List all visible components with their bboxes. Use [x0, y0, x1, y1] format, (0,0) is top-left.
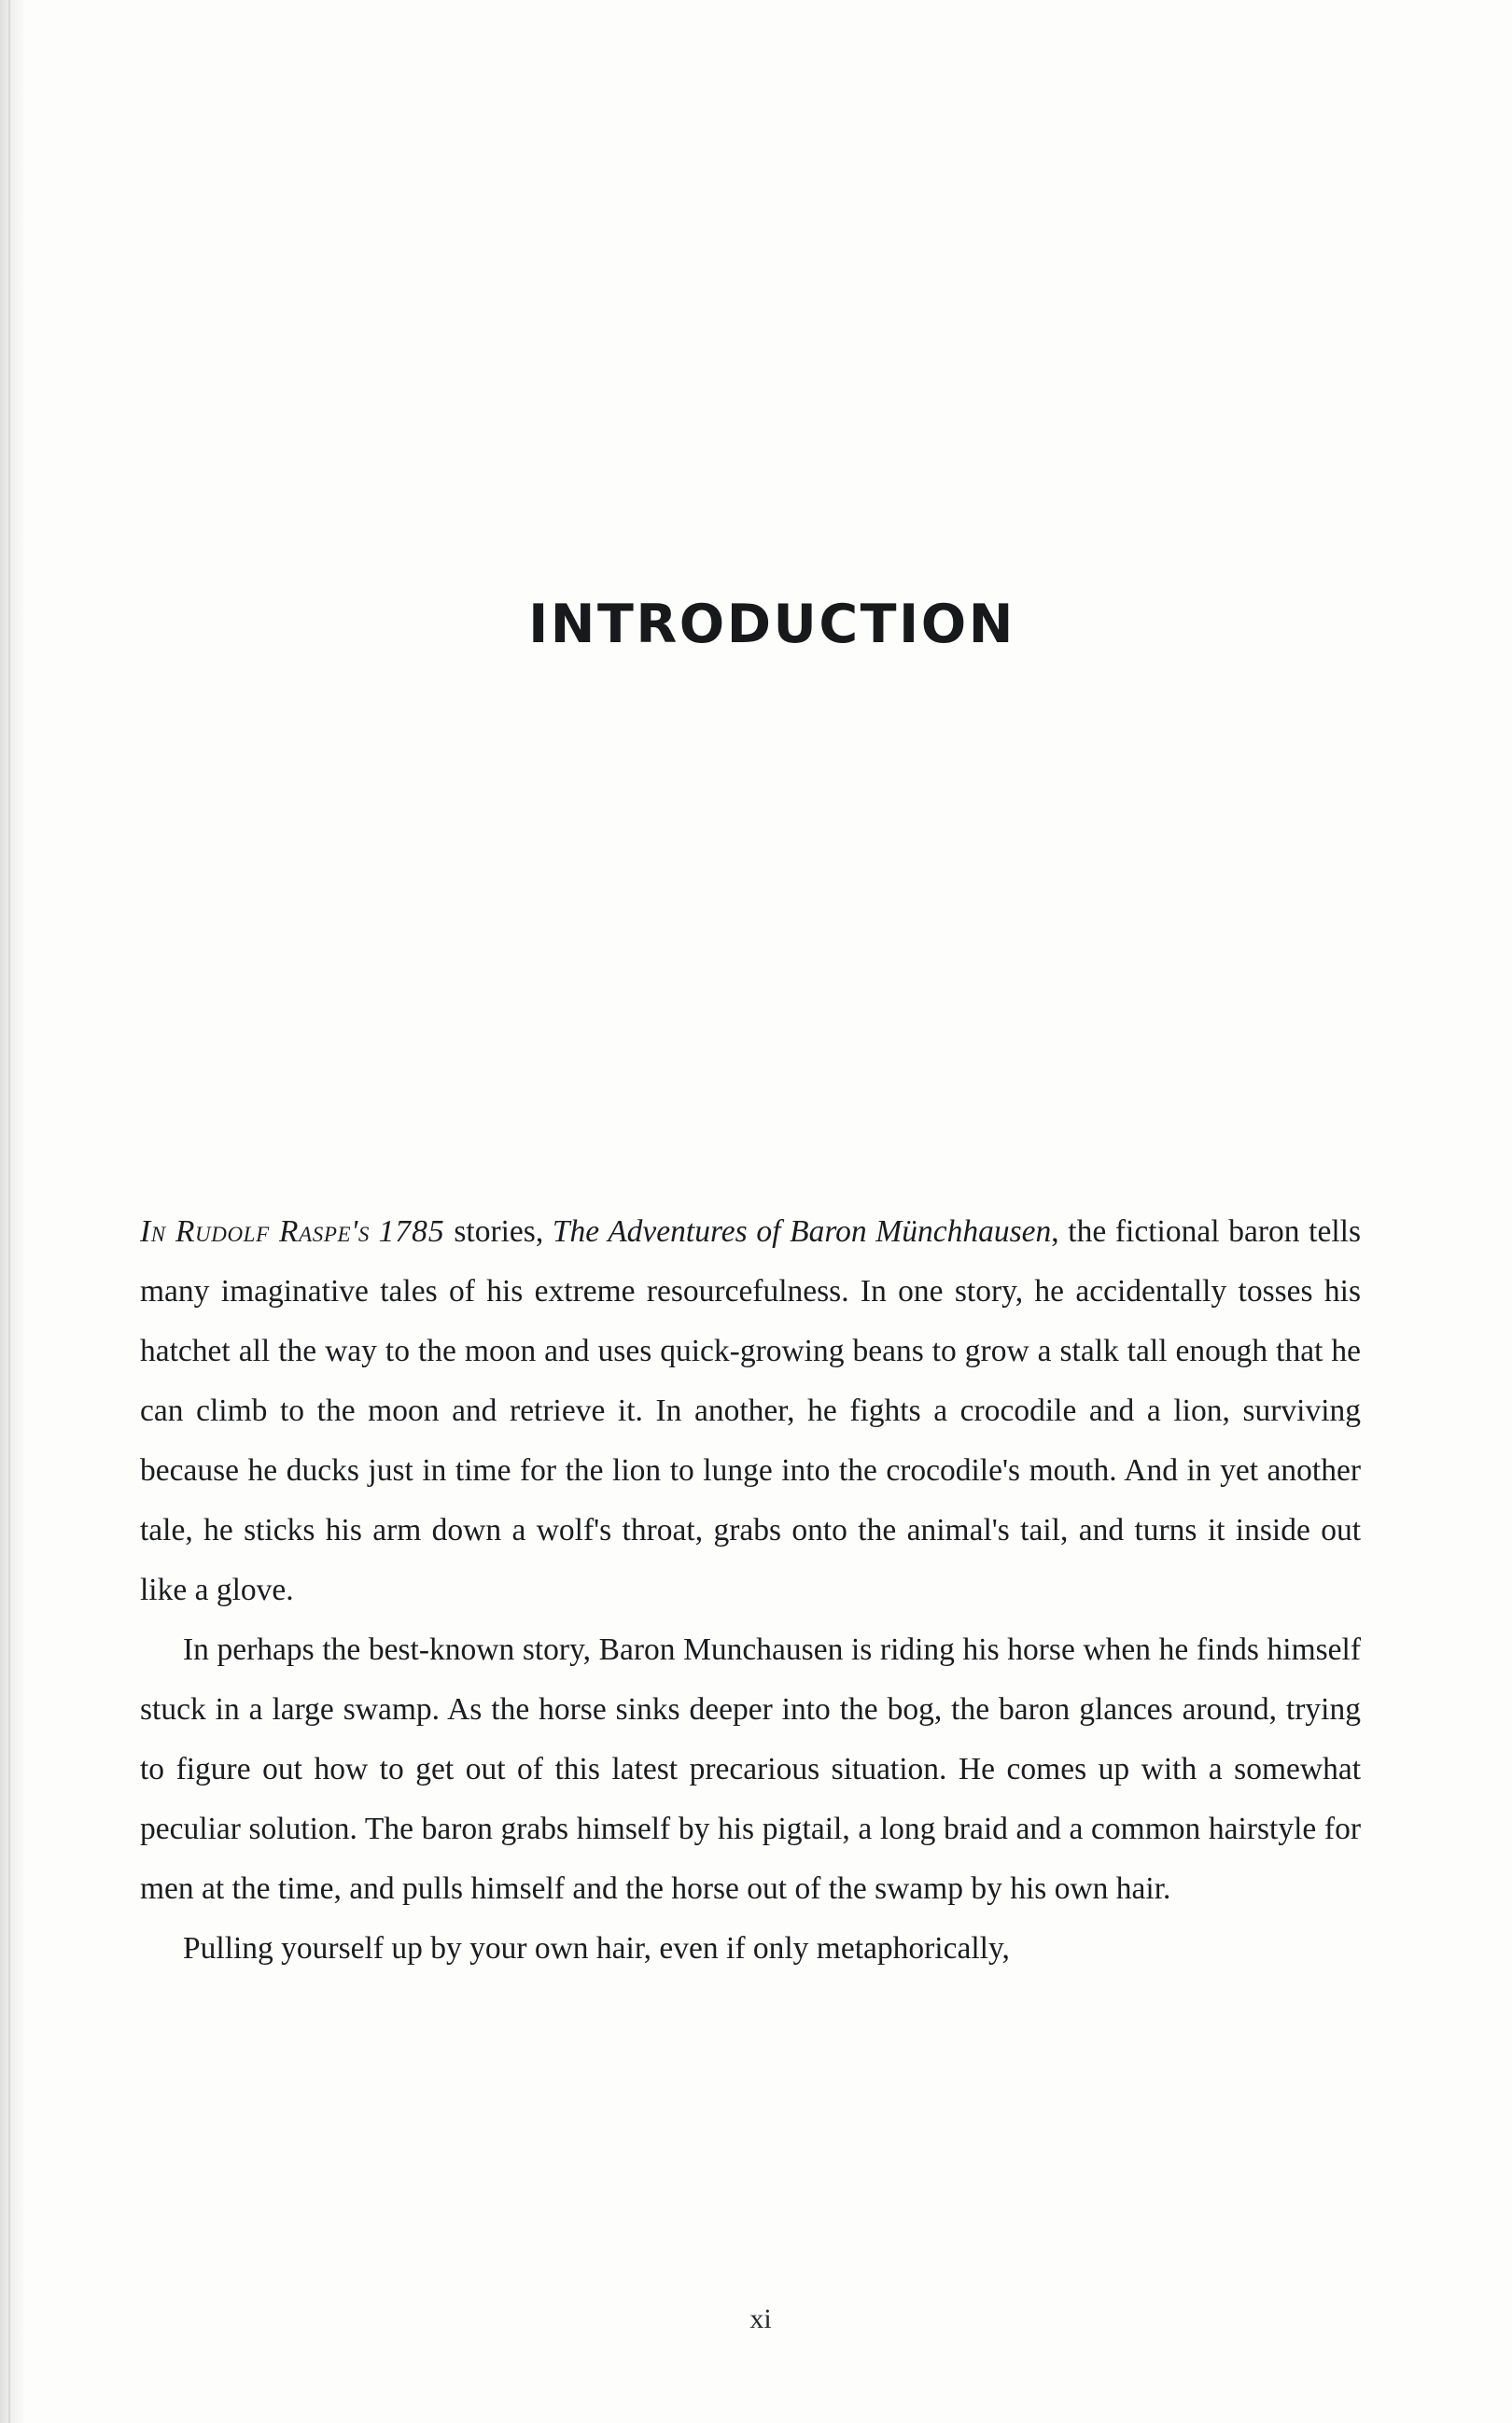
- paragraph-1-segment-a: stories,: [454, 1214, 553, 1249]
- paragraph-3: Pulling yourself up by your own hair, even if only metaphorically,: [183, 1931, 1010, 1966]
- paragraph-1-smallcaps-opening: In Rudolf Raspe's: [140, 1214, 370, 1249]
- paragraph-1-year: 1785: [378, 1214, 445, 1249]
- page-folio-number: xi: [749, 2304, 772, 2334]
- page-title: INTRODUCTION: [528, 594, 1015, 656]
- paragraph-1: [140, 1202, 1361, 1620]
- body-text-block: [140, 1202, 1361, 1979]
- paragraph-1-book-title: The Adventures of Baron Münchhausen: [552, 1214, 1052, 1249]
- paragraph-1-segment-b: , the fictional baron tells many imaginative tales of his extreme resourcefulness. In one story, he accidentally tosses his hatchet all the way to the moon and uses quick-growing beans to grow a stalk tall enough that he can climb to the moon and retrieve it. In another, he fights a crocodile and a lion, surviving because he ducks just in time for the lion to lunge into the crocodile's mouth. And in yet another tale, he sticks his arm down a wolf's throat, grabs onto the animal's tail, and turns it inside out like a glove.: [140, 1214, 1362, 1607]
- paragraph-2: In perhaps the best-known story, Baron Munchausen is riding his horse when he finds himself stuck in a large swamp. As the horse sinks deeper into the bog, the baron glances around, trying to figure out how to get out of this latest precarious situation. He comes up with a somewhat peculiar solution. The baron grabs himself by his pigtail, a long braid and a common hairstyle for men at the time, and pulls himself and the horse out of the swamp by his own hair.: [140, 1632, 1361, 1906]
